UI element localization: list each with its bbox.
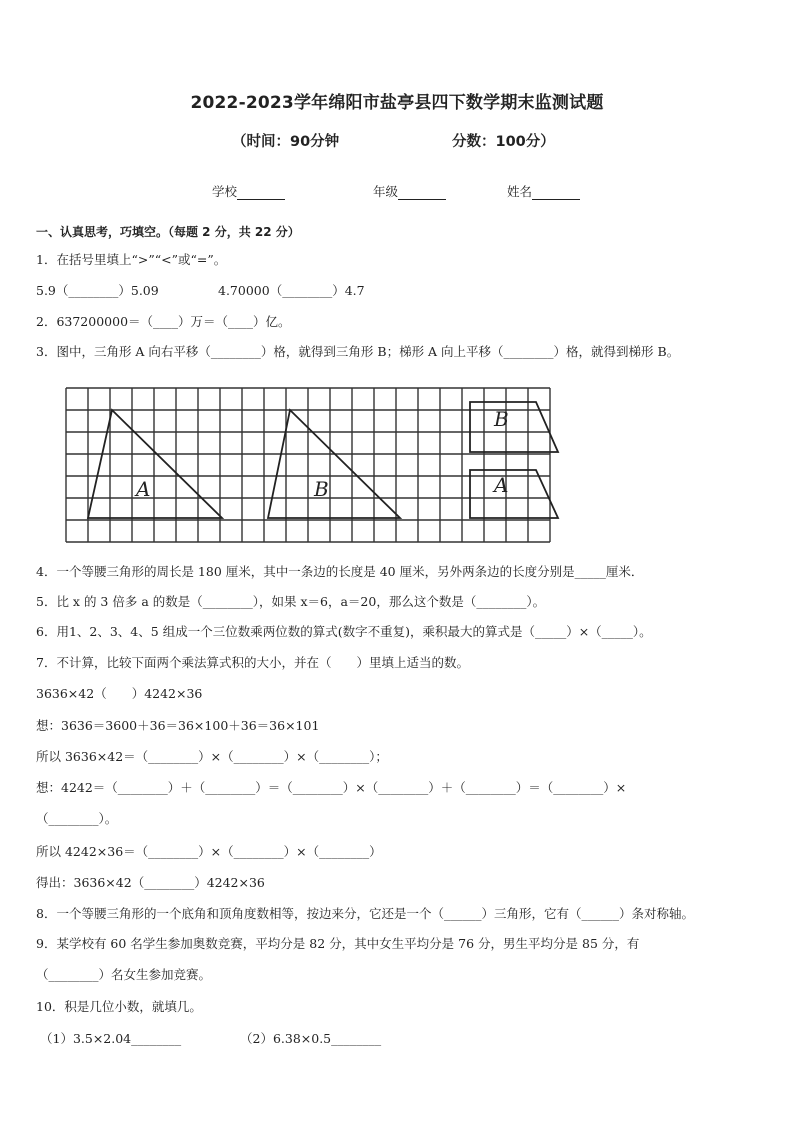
question-10-2: （2）6.38×0.5________: [240, 1031, 382, 1046]
triangle-b-label: B: [314, 477, 329, 501]
triangle-a-label: A: [136, 477, 151, 501]
question-7-think1: 想：3636＝3600＋36＝36×100＋36＝36×101: [36, 718, 320, 733]
score-label: 分数：100分）: [452, 134, 555, 150]
question-5: 5．比 x 的 3 倍多 a 的数是（________），如果 x＝6，a＝20，那么这个数是（________）。: [36, 594, 546, 609]
school-blank[interactable]: [237, 187, 285, 200]
name-field[interactable]: [507, 182, 580, 200]
question-8: 8．一个等腰三角形的一个底角和顶角度数相等，按边来分，它还是一个（______）三角形，它有（______）条对称轴。: [36, 906, 694, 921]
question-7-compare: 3636×42（ ）4242×36: [36, 686, 203, 701]
question-7-so1: 所以 3636×42＝（________）×（________）×（________）；: [36, 749, 388, 764]
question-7-think2: 想：4242＝（________）＋（________）＝（________）×（________）＋（________）＝（________）×: [36, 780, 627, 795]
name-label: 姓名: [507, 184, 533, 199]
question-2: 2．637200000＝（____）万＝（____）亿。: [36, 314, 291, 329]
question-1b: 4.70000（________）4.7: [218, 283, 365, 298]
question-10-1: （1）3.5×2.04________: [40, 1031, 182, 1046]
trapezoid-a: [470, 470, 558, 518]
triangle-a: [88, 410, 222, 518]
page-title: 2022-2023学年绵阳市盐亭县四下数学期末监测试题: [190, 93, 604, 113]
question-9: 9．某学校有 60 名学生参加奥数竞赛，平均分是 82 分，其中女生平均分是 76 分，男生平均分是 85 分，有: [36, 936, 640, 951]
trapezoid-b-label: B: [494, 407, 509, 431]
grade-field[interactable]: [373, 182, 446, 200]
question-4: 4．一个等腰三角形的周长是 180 厘米，其中一条边的长度是 40 厘米，另外两条边的长度分别是_____厘米．: [36, 564, 644, 579]
grade-blank[interactable]: [398, 187, 446, 200]
grade-label: 年级: [373, 184, 399, 199]
time-label: （时间：90分钟: [232, 134, 340, 150]
question-1a: 5.9（________）5.09: [36, 283, 159, 298]
section-heading: 一、认真思考，巧填空。（每题 2 分，共 22 分）: [36, 225, 300, 239]
question-1: 1．在括号里填上“>”“<”或“=”。: [36, 252, 227, 267]
question-6: 6．用1、2、3、4、5 组成一个三位数乘两位数的算式(数字不重复)，乘积最大的算式是（_____）×（_____）。: [36, 624, 652, 639]
translation-grid-figure: [64, 378, 584, 550]
question-7-so2: 所以 4242×36＝（________）×（________）×（________）: [36, 844, 382, 859]
school-label: 学校: [212, 184, 238, 199]
trapezoid-a-label: A: [494, 473, 509, 497]
school-field[interactable]: [212, 182, 285, 200]
question-3: 3．图中，三角形 A 向右平移（________）格，就得到三角形 B；梯形 A 向上平移（________）格，就得到梯形 B。: [36, 344, 680, 359]
question-9-cont: （________）名女生参加竞赛。: [36, 967, 212, 982]
name-blank[interactable]: [532, 187, 580, 200]
question-10: 10．积是几位小数，就填几。: [36, 999, 202, 1014]
triangle-b: [268, 410, 400, 518]
question-7-think2-cont: （________）。: [36, 811, 118, 826]
question-7: 7．不计算，比较下面两个乘法算式积的大小，并在（ ）里填上适当的数。: [36, 655, 469, 670]
question-7-conclusion: 得出：3636×42（________）4242×36: [36, 875, 265, 890]
grid-lines: [66, 388, 550, 542]
